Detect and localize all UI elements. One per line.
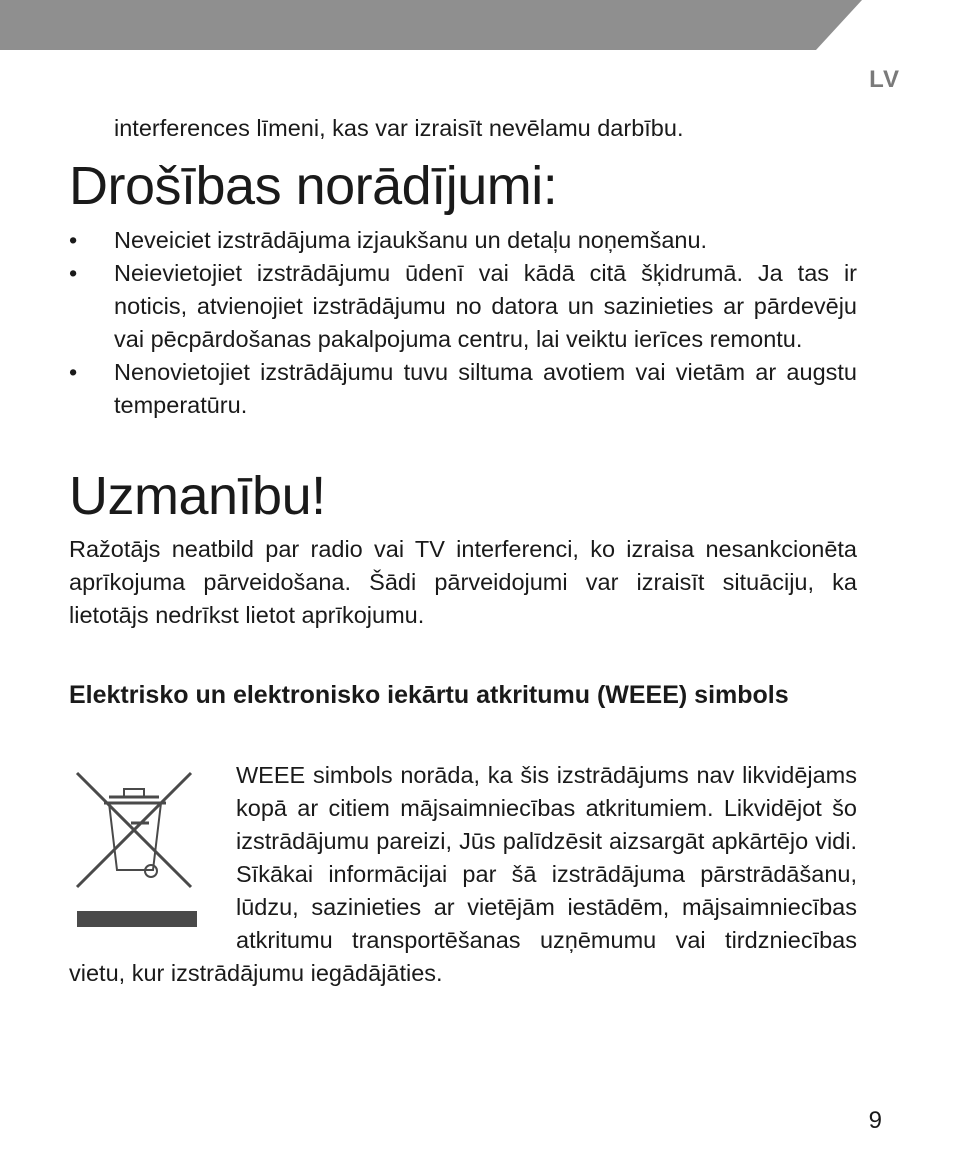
page-number: 9 [868,1107,882,1134]
weee-section [69,759,857,990]
intro-continuation: interferences līmeni, kas var izraisīt nevēlamu darbību. [114,115,684,141]
bullet: • [69,260,78,286]
bullet: • [69,359,78,385]
safety-title: Drošības norādījumi: [69,156,558,216]
caution-text: Ražotājs neatbild par radio vai TV interferenci, ko izraisa nesankcionēta aprīkojuma pārveidošana. Šādi pārveidojumi var izraisīt situāciju, ka lietotājs nedrīkst lietot aprīkojumu. [69,536,857,628]
bullet: • [69,227,78,253]
safety-item [69,257,857,356]
caution-title: Uzmanību! [69,466,326,526]
weee-text: WEEE simbols norāda, ka šis izstrādājums nav likvidējams kopā ar citiem mājsaimniecības atkritumiem. Likvidējot šo izstrādājumu pareizi, Jūs palīdzēsit aizsargāt apkārtējo vidi. Sīkākai informācijai par šā izstrādājuma pārstrādāšanu, lūdzu, sazinieties ar vietējām iestādēm, mājsaimniecības atkritumu transportēšanas uzņēmumu vai tirdzniecības vietu, kur izstrādājumu iegādājāties. [69,762,857,986]
safety-item-text: Nenovietojiet izstrādājumu tuvu siltuma avotiem vai vietām ar augstu temperatūru. [114,359,857,418]
weee-heading: Elektrisko un elektronisko iekārtu atkritumu (WEEE) simbols [69,681,789,709]
safety-item [69,356,857,422]
safety-item [69,224,857,257]
safety-list [69,224,857,422]
header-band [0,0,954,50]
language-tag: LV [869,66,900,93]
safety-item-text: Neveiciet izstrādājuma izjaukšanu un detaļu noņemšanu. [114,227,708,253]
crossed-out-wheelie-bin-icon [69,765,199,927]
safety-item-text: Neievietojiet izstrādājumu ūdenī vai kādā citā šķidrumā. Ja tas ir noticis, atvienojiet izstrādājumu no datora un sazinieties ar pārdevēju vai pēcpārdošanas pakalpojuma centru, lai veiktu ierīces remontu. [114,260,857,352]
